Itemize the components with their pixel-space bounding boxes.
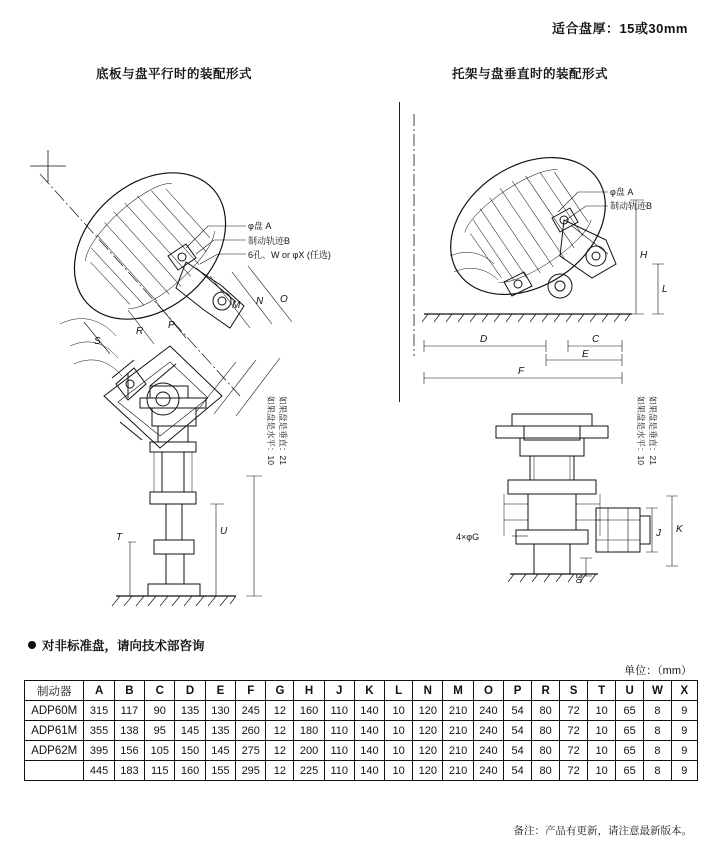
col-head-S: S (560, 681, 588, 701)
cell-1-11: 120 (413, 721, 443, 741)
cell-2-13: 240 (473, 741, 503, 761)
cell-0-4: 130 (205, 701, 235, 721)
cell-0-10: 10 (385, 701, 413, 721)
cell-0-7: 160 (294, 701, 324, 721)
col-head-D: D (175, 681, 205, 701)
dim-K: K (676, 524, 683, 535)
col-head-C: C (145, 681, 175, 701)
cell-0-15: 80 (532, 701, 560, 721)
cell-2-12: 210 (443, 741, 473, 761)
cell-3-3: 160 (175, 761, 205, 781)
cell-2-1: 156 (114, 741, 144, 761)
cell-3-17: 10 (588, 761, 616, 781)
col-head-K: K (354, 681, 384, 701)
non-standard-note-text: 对非标准盘，请向技术部咨询 (42, 639, 205, 653)
cell-3-4: 155 (205, 761, 235, 781)
cell-0-18: 65 (616, 701, 644, 721)
col-head-F: F (236, 681, 266, 701)
cell-3-16: 72 (560, 761, 588, 781)
cell-0-5: 245 (236, 701, 266, 721)
cell-1-18: 65 (616, 721, 644, 741)
cell-1-5: 260 (236, 721, 266, 741)
cell-3-20: 9 (671, 761, 697, 781)
left-brake-track-label: 制动轨迹B (248, 236, 291, 246)
cell-0-13: 240 (473, 701, 503, 721)
cell-3-15: 80 (532, 761, 560, 781)
dim-L: L (662, 284, 668, 295)
cell-0-3: 135 (175, 701, 205, 721)
col-head-U: U (616, 681, 644, 701)
cell-1-7: 180 (294, 721, 324, 741)
col-head-N: N (413, 681, 443, 701)
left-assembly-drawing (0, 96, 400, 606)
col-head-B: B (114, 681, 144, 701)
left-holes-label: 6孔、W or φX (任选) (248, 250, 331, 260)
spec-table (24, 680, 698, 781)
cell-3-10: 10 (385, 761, 413, 781)
bullet-icon (28, 641, 36, 649)
cell-1-6: 12 (266, 721, 294, 741)
col-head-G: G (266, 681, 294, 701)
col-head-H: H (294, 681, 324, 701)
table-row (25, 741, 698, 761)
cell-2-5: 275 (236, 741, 266, 761)
left-figure-title: 底板与盘平行时的装配形式 (96, 67, 253, 81)
dim-H: H (640, 250, 648, 261)
col-head-W: W (644, 681, 671, 701)
cell-0-1: 117 (114, 701, 144, 721)
right-bolts-label: 4×φG (456, 532, 480, 542)
cell-1-9: 140 (354, 721, 384, 741)
cell-3-1: 183 (114, 761, 144, 781)
cell-2-3: 150 (175, 741, 205, 761)
dim-T: T (116, 532, 123, 543)
cell-3-5: 295 (236, 761, 266, 781)
cell-3-2: 115 (145, 761, 175, 781)
dim-S: S (94, 336, 101, 347)
row-model-1: ADP61M (25, 721, 84, 741)
cell-2-9: 140 (354, 741, 384, 761)
dim-O: O (280, 294, 288, 305)
col-head-R: R (532, 681, 560, 701)
col-head-L: L (385, 681, 413, 701)
cell-1-17: 10 (588, 721, 616, 741)
cell-0-0: 315 (84, 701, 114, 721)
left-level-note-1: 如果盘是水平：10 (266, 396, 276, 465)
cell-2-0: 395 (84, 741, 114, 761)
dim-R: R (136, 326, 144, 337)
cell-1-3: 145 (175, 721, 205, 741)
cell-1-12: 210 (443, 721, 473, 741)
col-head-P: P (504, 681, 532, 701)
footer-note: 备注：产品有更新，请注意最新版本。 (513, 825, 692, 837)
cell-3-7: 225 (294, 761, 324, 781)
cell-1-4: 135 (205, 721, 235, 741)
cell-1-20: 9 (671, 721, 697, 741)
cell-3-9: 140 (354, 761, 384, 781)
cell-0-11: 120 (413, 701, 443, 721)
cell-0-9: 140 (354, 701, 384, 721)
cell-1-13: 240 (473, 721, 503, 741)
right-assembly-drawing (400, 96, 722, 606)
table-row (25, 701, 698, 721)
col-head-M: M (443, 681, 473, 701)
cell-0-12: 210 (443, 701, 473, 721)
dim-P: P (168, 320, 175, 331)
col-head-model: 制动器 (25, 681, 84, 701)
cell-2-15: 80 (532, 741, 560, 761)
cell-3-6: 12 (266, 761, 294, 781)
cell-2-19: 8 (644, 741, 671, 761)
table-row (25, 761, 698, 781)
cell-3-11: 120 (413, 761, 443, 781)
cell-1-0: 355 (84, 721, 114, 741)
cell-2-14: 54 (504, 741, 532, 761)
cell-0-16: 72 (560, 701, 588, 721)
right-brake-track-label: 制动轨迹B (610, 201, 653, 211)
cell-3-19: 8 (644, 761, 671, 781)
unit-note: 单位：（mm） (624, 665, 692, 677)
cell-0-14: 54 (504, 701, 532, 721)
col-head-T: T (588, 681, 616, 701)
cell-1-8: 110 (324, 721, 354, 741)
right-level-note-2: 如果盘是垂直：21 (648, 396, 658, 465)
cell-2-10: 10 (385, 741, 413, 761)
cell-2-16: 72 (560, 741, 588, 761)
cell-2-8: 110 (324, 741, 354, 761)
cell-2-4: 145 (205, 741, 235, 761)
right-bottom-dim: 30 (574, 574, 584, 584)
cell-0-17: 10 (588, 701, 616, 721)
cell-2-7: 200 (294, 741, 324, 761)
cell-2-17: 10 (588, 741, 616, 761)
dim-N: N (256, 296, 264, 307)
col-head-A: A (84, 681, 114, 701)
table-row (25, 721, 698, 741)
cell-3-13: 240 (473, 761, 503, 781)
dim-M: M (232, 300, 241, 311)
col-head-X: X (671, 681, 697, 701)
technical-drawings (0, 96, 722, 606)
left-level-note-2: 如果盘是垂直：21 (278, 396, 288, 465)
row-model-2: ADP62M (25, 741, 84, 761)
cell-1-16: 72 (560, 721, 588, 741)
cell-0-19: 8 (644, 701, 671, 721)
cell-2-18: 65 (616, 741, 644, 761)
cell-2-2: 105 (145, 741, 175, 761)
disc-thickness-note: 适合盘厚：15或30mm (551, 21, 688, 36)
cell-1-15: 80 (532, 721, 560, 741)
dim-F: F (518, 366, 525, 377)
col-head-E: E (205, 681, 235, 701)
cell-0-8: 110 (324, 701, 354, 721)
left-disc-label: φ盘 A (248, 221, 272, 231)
cell-3-8: 110 (324, 761, 354, 781)
dim-E: E (582, 349, 589, 360)
dim-U: U (220, 526, 228, 537)
dim-D: D (480, 334, 488, 345)
cell-1-14: 54 (504, 721, 532, 741)
cell-0-2: 90 (145, 701, 175, 721)
cell-1-10: 10 (385, 721, 413, 741)
col-head-O: O (473, 681, 503, 701)
dim-J: J (656, 528, 661, 539)
cell-2-20: 9 (671, 741, 697, 761)
cell-1-1: 138 (114, 721, 144, 741)
row-model-0: ADP60M (25, 701, 84, 721)
cell-3-12: 210 (443, 761, 473, 781)
cell-0-20: 9 (671, 701, 697, 721)
right-figure-title: 托架与盘垂直时的装配形式 (452, 67, 609, 81)
cell-3-14: 54 (504, 761, 532, 781)
row-model-3 (25, 761, 84, 781)
cell-0-6: 12 (266, 701, 294, 721)
cell-1-2: 95 (145, 721, 175, 741)
col-head-J: J (324, 681, 354, 701)
table-header-row (25, 681, 698, 701)
spec-table-wrapper (24, 680, 698, 781)
cell-2-6: 12 (266, 741, 294, 761)
cell-1-19: 8 (644, 721, 671, 741)
cell-2-11: 120 (413, 741, 443, 761)
cell-3-0: 445 (84, 761, 114, 781)
cell-3-18: 65 (616, 761, 644, 781)
non-standard-note (28, 636, 205, 654)
right-level-note-1: 如果盘是水平：10 (636, 396, 646, 465)
right-disc-label: φ盘 A (610, 187, 634, 197)
dim-C: C (592, 334, 600, 345)
